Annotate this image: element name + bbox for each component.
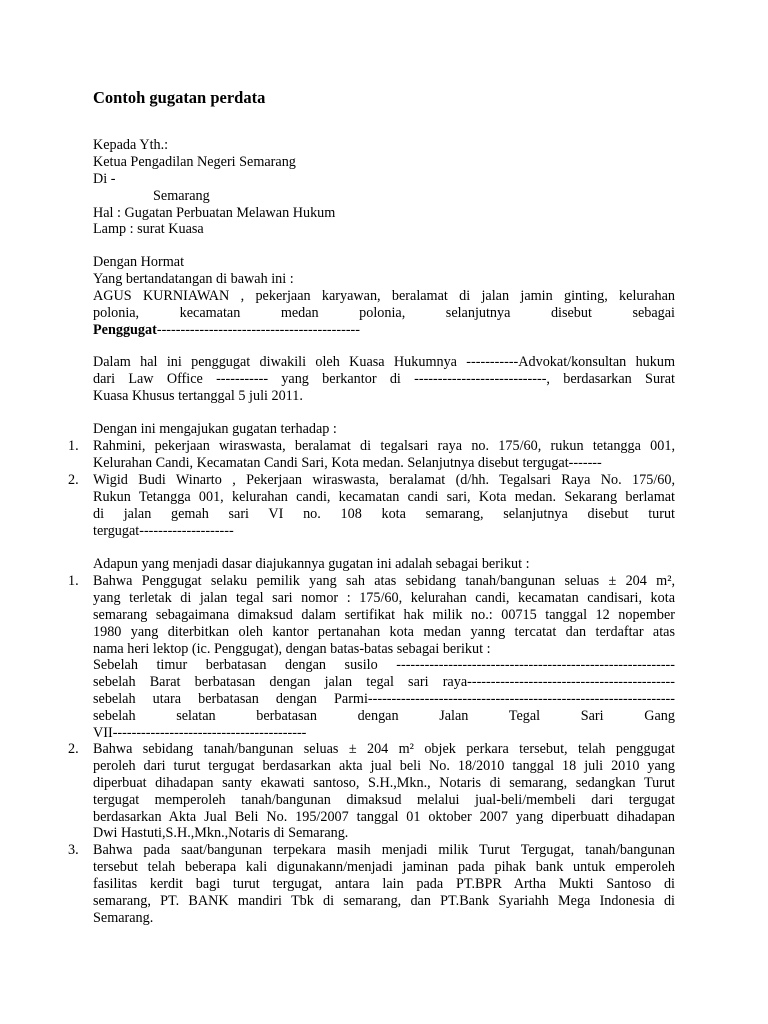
dasar-1-line: 1980 yang diterbitkan oleh kantor pertanahan kota medan yanng tercatat dan terdaftar atas xyxy=(93,623,675,640)
ketua-line: Ketua Pengadilan Negeri Semarang xyxy=(93,153,296,170)
tergugat-1-number: 1. xyxy=(68,438,79,454)
kuasa-block xyxy=(93,354,675,405)
tergugat-intro xyxy=(93,421,675,438)
tergugat-2-number: 2. xyxy=(68,472,79,488)
tergugat-intro-line: Dengan ini mengajukan gugatan terhadap : xyxy=(93,421,337,437)
tergugat-2-line: Wigid Budi Winarto , Pekerjaan wiraswasta, beralamat (d/hh. Tegalsari Raya No. 175/60, xyxy=(93,472,675,488)
tergugat-2-line: Rukun Tetangga 001, kelurahan candi, kecamatan candi sari, Kota medan. Sekarang berlamat xyxy=(93,488,675,505)
dasar-1 xyxy=(93,573,675,742)
dasar-2 xyxy=(93,741,675,842)
dasar-2-line: tergugat memperoleh tanah/bangunan dimaksud melalui jual-beli/membeli dari tergugat xyxy=(93,791,675,808)
dasar-1-line: sebelah selatan berbatasan dengan Jalan Tegal Sari Gang xyxy=(93,708,675,725)
tergugat-1-line: Rahmini, pekerjaan wiraswasta, beralamat di tegalsari raya no. 175/60, rukun tetangga 001, xyxy=(93,438,675,454)
hal-line: Hal : Gugatan Perbuatan Melawan Hukum xyxy=(93,204,336,221)
penggugat-line-1: AGUS KURNIAWAN , pekerjaan karyawan, beralamat di jalan jamin ginting, kelurahan xyxy=(93,287,675,304)
dasar-2-number: 2. xyxy=(68,741,79,757)
penggugat-label-line xyxy=(93,322,675,339)
kuasa-line-1: Dalam hal ini penggugat diwakili oleh Kuasa Hukumnya -----------Advokat/konsultan hukum xyxy=(93,354,675,370)
dasar-1-line: nama heri lektop (ic. Penggugat), dengan batas-batas sebagai berikut : xyxy=(93,640,491,657)
tergugat-2-line: di jalan gemah sari VI no. 108 kota semarang, selanjutnya disebut turut xyxy=(93,505,675,522)
tergugat-2-line: tergugat-------------------- xyxy=(93,522,234,539)
dasar-3-line: semarang, PT. BANK mandiri Tbk di semarang, dan PT.Bank Syariahh Mega Indonesia di xyxy=(93,892,675,909)
dasar-2-line: diperbuat dihadapan santy ekawati santoso, S.H.,Mkn., Notaris di semarang, sedangkan Turut xyxy=(93,774,675,791)
opening-block xyxy=(93,254,675,338)
bertanda-line: Yang bertandatangan di bawah ini : xyxy=(93,270,294,287)
dasar-3-line: fasilitas kerdit bagi turut tergugat, antara lain pada PT.BPR Artha Mukti Santoso di xyxy=(93,875,675,892)
tergugat-2 xyxy=(93,472,675,540)
dasar-1-line: Bahwa Penggugat selaku pemilik yang sah atas sebidang tanah/bangunan seluas ± 204 m², xyxy=(93,573,675,589)
dasar-3-number: 3. xyxy=(68,842,79,858)
dasar-1-line: VII----------------------------------------- xyxy=(93,725,307,742)
dasar-3 xyxy=(93,842,675,926)
lamp-line: Lamp : surat Kuasa xyxy=(93,221,204,238)
kuasa-line-2: dari Law Office ----------- yang berkantor di ----------------------------, berdasarkan Surat xyxy=(93,370,675,387)
dasar-1-line: yang terletak di jalan tegal sari nomor : 175/60, kelurahan candi, kecamatan candisari, kota xyxy=(93,589,675,606)
penggugat-line-2: polonia, kecamatan medan polonia, selanjutnya disebut sebagai xyxy=(93,304,675,321)
kuasa-line-3: Kuasa Khusus tertanggal 5 juli 2011. xyxy=(93,387,303,404)
tergugat-1-line: Kelurahan Candi, Kecamatan Candi Sari, Kota medan. Selanjutnya disebut tergugat------- xyxy=(93,454,602,471)
tergugat-1 xyxy=(93,438,675,472)
dasar-1-line: sebelah Barat berbatasan dengan jalan tegal sari raya-------------------------------------------- xyxy=(93,674,675,691)
di-line: Di - xyxy=(93,170,116,187)
penggugat-label: Penggugat xyxy=(93,321,157,338)
dasar-1-line: Sebelah timur berbatasan dengan susilo ----------------------------------------------------------- xyxy=(93,657,675,674)
dasar-3-line: Bahwa pada saat/bangunan terpekara masih menjadi milik Turut Tergugat, tanah/bangunan xyxy=(93,842,675,858)
penggugat-dashes: ------------------------------------------- xyxy=(156,321,360,338)
dasar-1-number: 1. xyxy=(68,573,79,589)
dasar-1-line: semarang sebagaimana dimaksud dalam sertifikat hak milik no.: 00715 tanggal 12 nopember xyxy=(93,606,675,623)
dasar-3-line: tersebut telah beberapa kali digunakann/menjadi jaminan pada pihak bank untuk emperoleh xyxy=(93,858,675,875)
kota-line: Semarang xyxy=(153,187,210,204)
dasar-1-line: sebelah utara berbatasan dengan Parmi----------------------------------------------------------------- xyxy=(93,691,675,708)
dasar-2-line: Bahwa sebidang tanah/bangunan seluas ± 204 m² objek perkara tersebut, telah penggugat xyxy=(93,741,675,757)
dasar-intro-line: Adapun yang menjadi dasar diajukannya gugatan ini adalah sebagai berikut : xyxy=(93,556,530,572)
address-block xyxy=(93,137,675,238)
kepada-line: Kepada Yth.: xyxy=(93,137,169,153)
hormat-line: Dengan Hormat xyxy=(93,254,185,270)
dasar-2-line: Dwi Hastuti,S.H.,Mkn.,Notaris di Semarang. xyxy=(93,825,349,842)
dasar-intro xyxy=(93,556,675,573)
document-title: Contoh gugatan perdata xyxy=(93,88,266,107)
dasar-2-line: berdasarkan Akta Jual Beli No. 195/2007 tanggal 01 oktober 2007 yang diperbuatt dihadapan xyxy=(93,808,675,825)
dasar-3-line: Semarang. xyxy=(93,909,154,926)
dasar-2-line: peroleh dari turut tergugat berdasarkan akta jual beli No. 18/2010 tanggal 18 juli 2010 yang xyxy=(93,757,675,774)
